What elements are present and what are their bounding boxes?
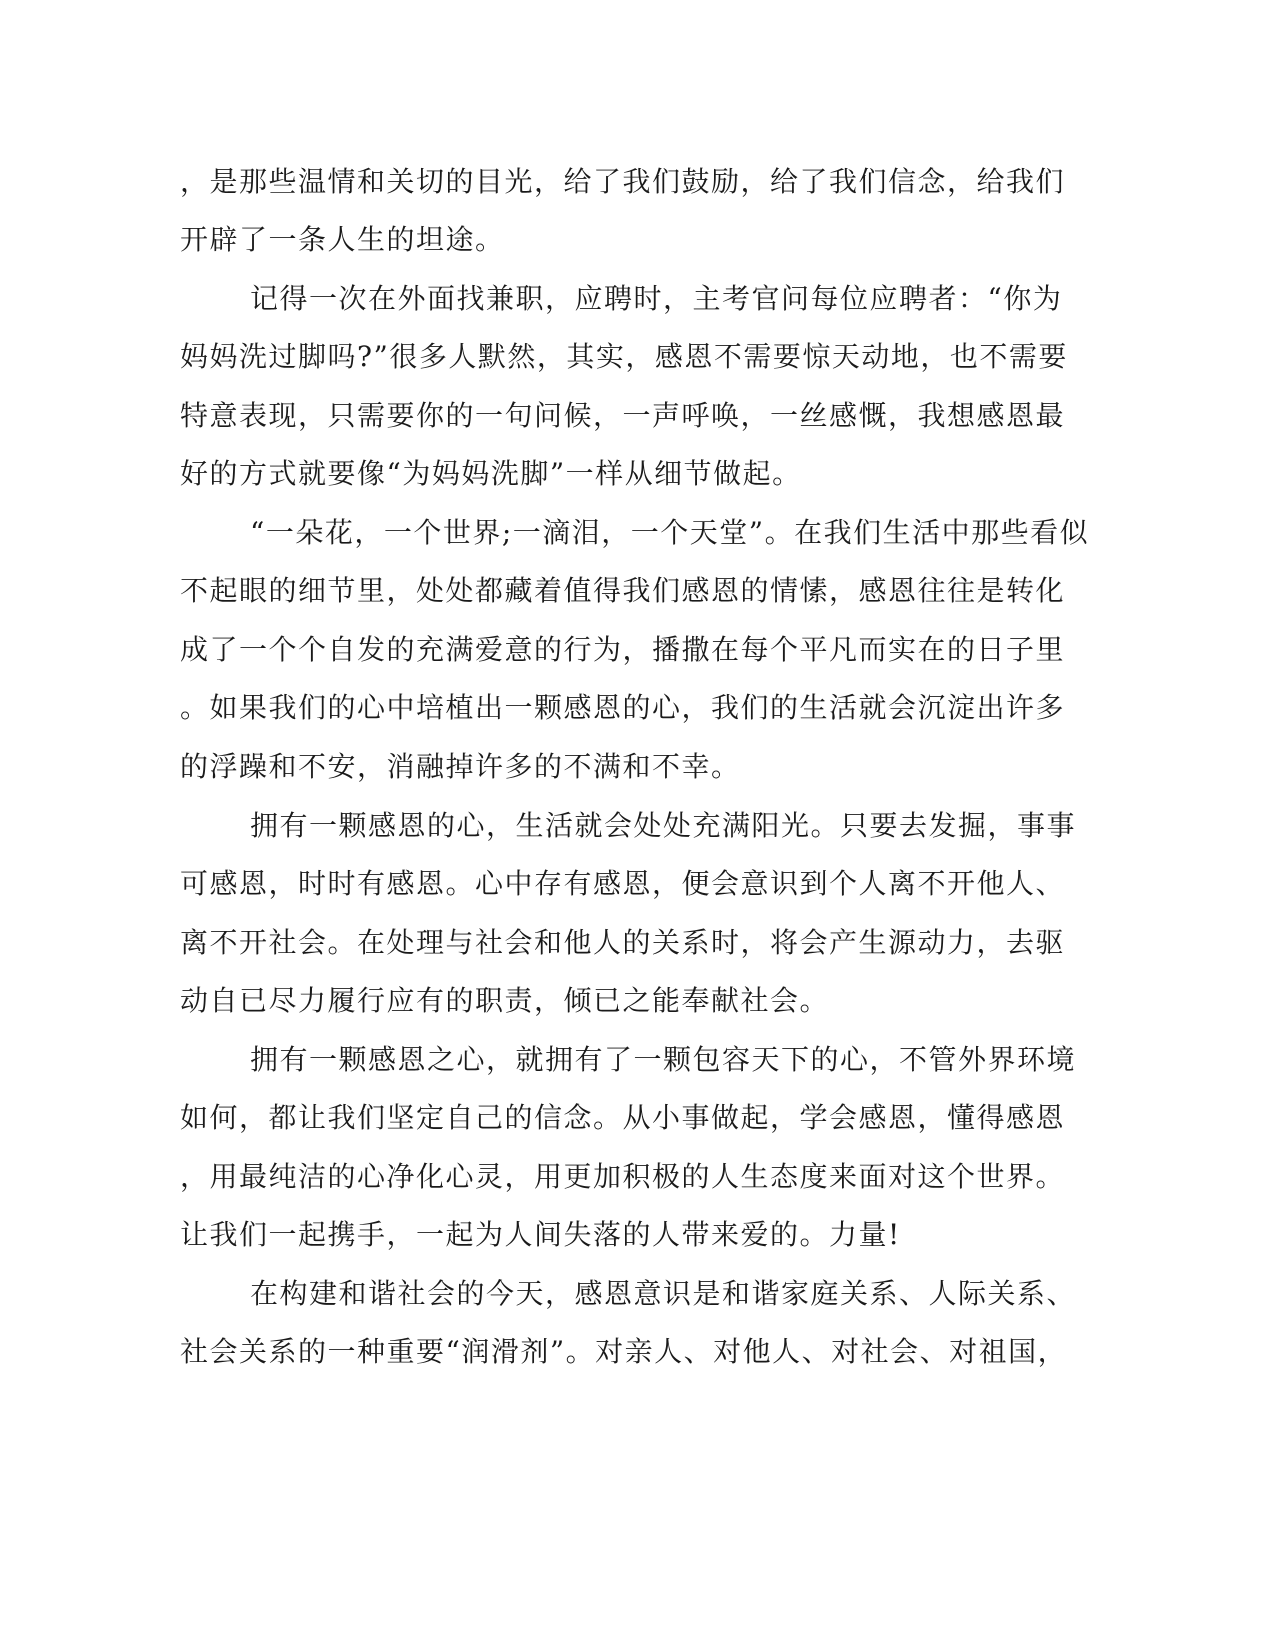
text-line: 成了一个个自发的充满爱意的行为，播撒在每个平凡而实在的日子里	[180, 633, 1066, 666]
text-line: ，用最纯洁的心净化心灵，用更加积极的人生态度来面对这个世界。	[180, 1160, 1066, 1193]
text-line: 离不开社会。在处理与社会和他人的关系时，将会产生源动力，去驱	[180, 926, 1066, 959]
text-line: 让我们一起携手，一起为人间失落的人带来爱的。力量!	[180, 1218, 901, 1251]
text-line: 在构建和谐社会的今天，感恩意识是和谐家庭关系、人际关系、	[250, 1277, 1077, 1310]
text-line: ，是那些温情和关切的目光，给了我们鼓励，给了我们信念，给我们	[180, 165, 1066, 198]
text-line: 的浮躁和不安，消融掉许多的不满和不幸。	[180, 750, 741, 783]
text-line: 如何，都让我们坚定自己的信念。从小事做起，学会感恩，懂得感恩	[180, 1101, 1066, 1134]
text-line: 。如果我们的心中培植出一颗感恩的心，我们的生活就会沉淀出许多	[180, 691, 1066, 724]
text-line: 妈妈洗过脚吗?”很多人默然，其实，感恩不需要惊天动地，也不需要	[180, 340, 1068, 373]
text-line: 开辟了一条人生的坦途。	[180, 223, 505, 256]
text-line: “一朵花，一个世界;一滴泪，一个天堂”。在我们生活中那些看似	[250, 516, 1090, 549]
text-line: 记得一次在外面找兼职，应聘时，主考官问每位应聘者：“你为	[250, 282, 1063, 315]
text-line: 好的方式就要像“为妈妈洗脚”一样从细节做起。	[180, 457, 802, 490]
text-line: 特意表现，只需要你的一句问候，一声呼唤，一丝感慨，我想感恩最	[180, 399, 1066, 432]
text-line: 动自已尽力履行应有的职责，倾已之能奉献社会。	[180, 984, 830, 1017]
text-line: 可感恩，时时有感恩。心中存有感恩，便会意识到个人离不开他人、	[180, 867, 1066, 900]
text-line: 拥有一颗感恩的心，生活就会处处充满阳光。只要去发掘，事事	[250, 809, 1077, 842]
text-line: 不起眼的细节里，处处都藏着值得我们感恩的情愫，感恩往往是转化	[180, 574, 1066, 607]
text-line: 社会关系的一种重要“润滑剂”。对亲人、对他人、对社会、对祖国，	[180, 1335, 1068, 1368]
text-line: 拥有一颗感恩之心，就拥有了一颗包容天下的心，不管外界环境	[250, 1043, 1077, 1076]
